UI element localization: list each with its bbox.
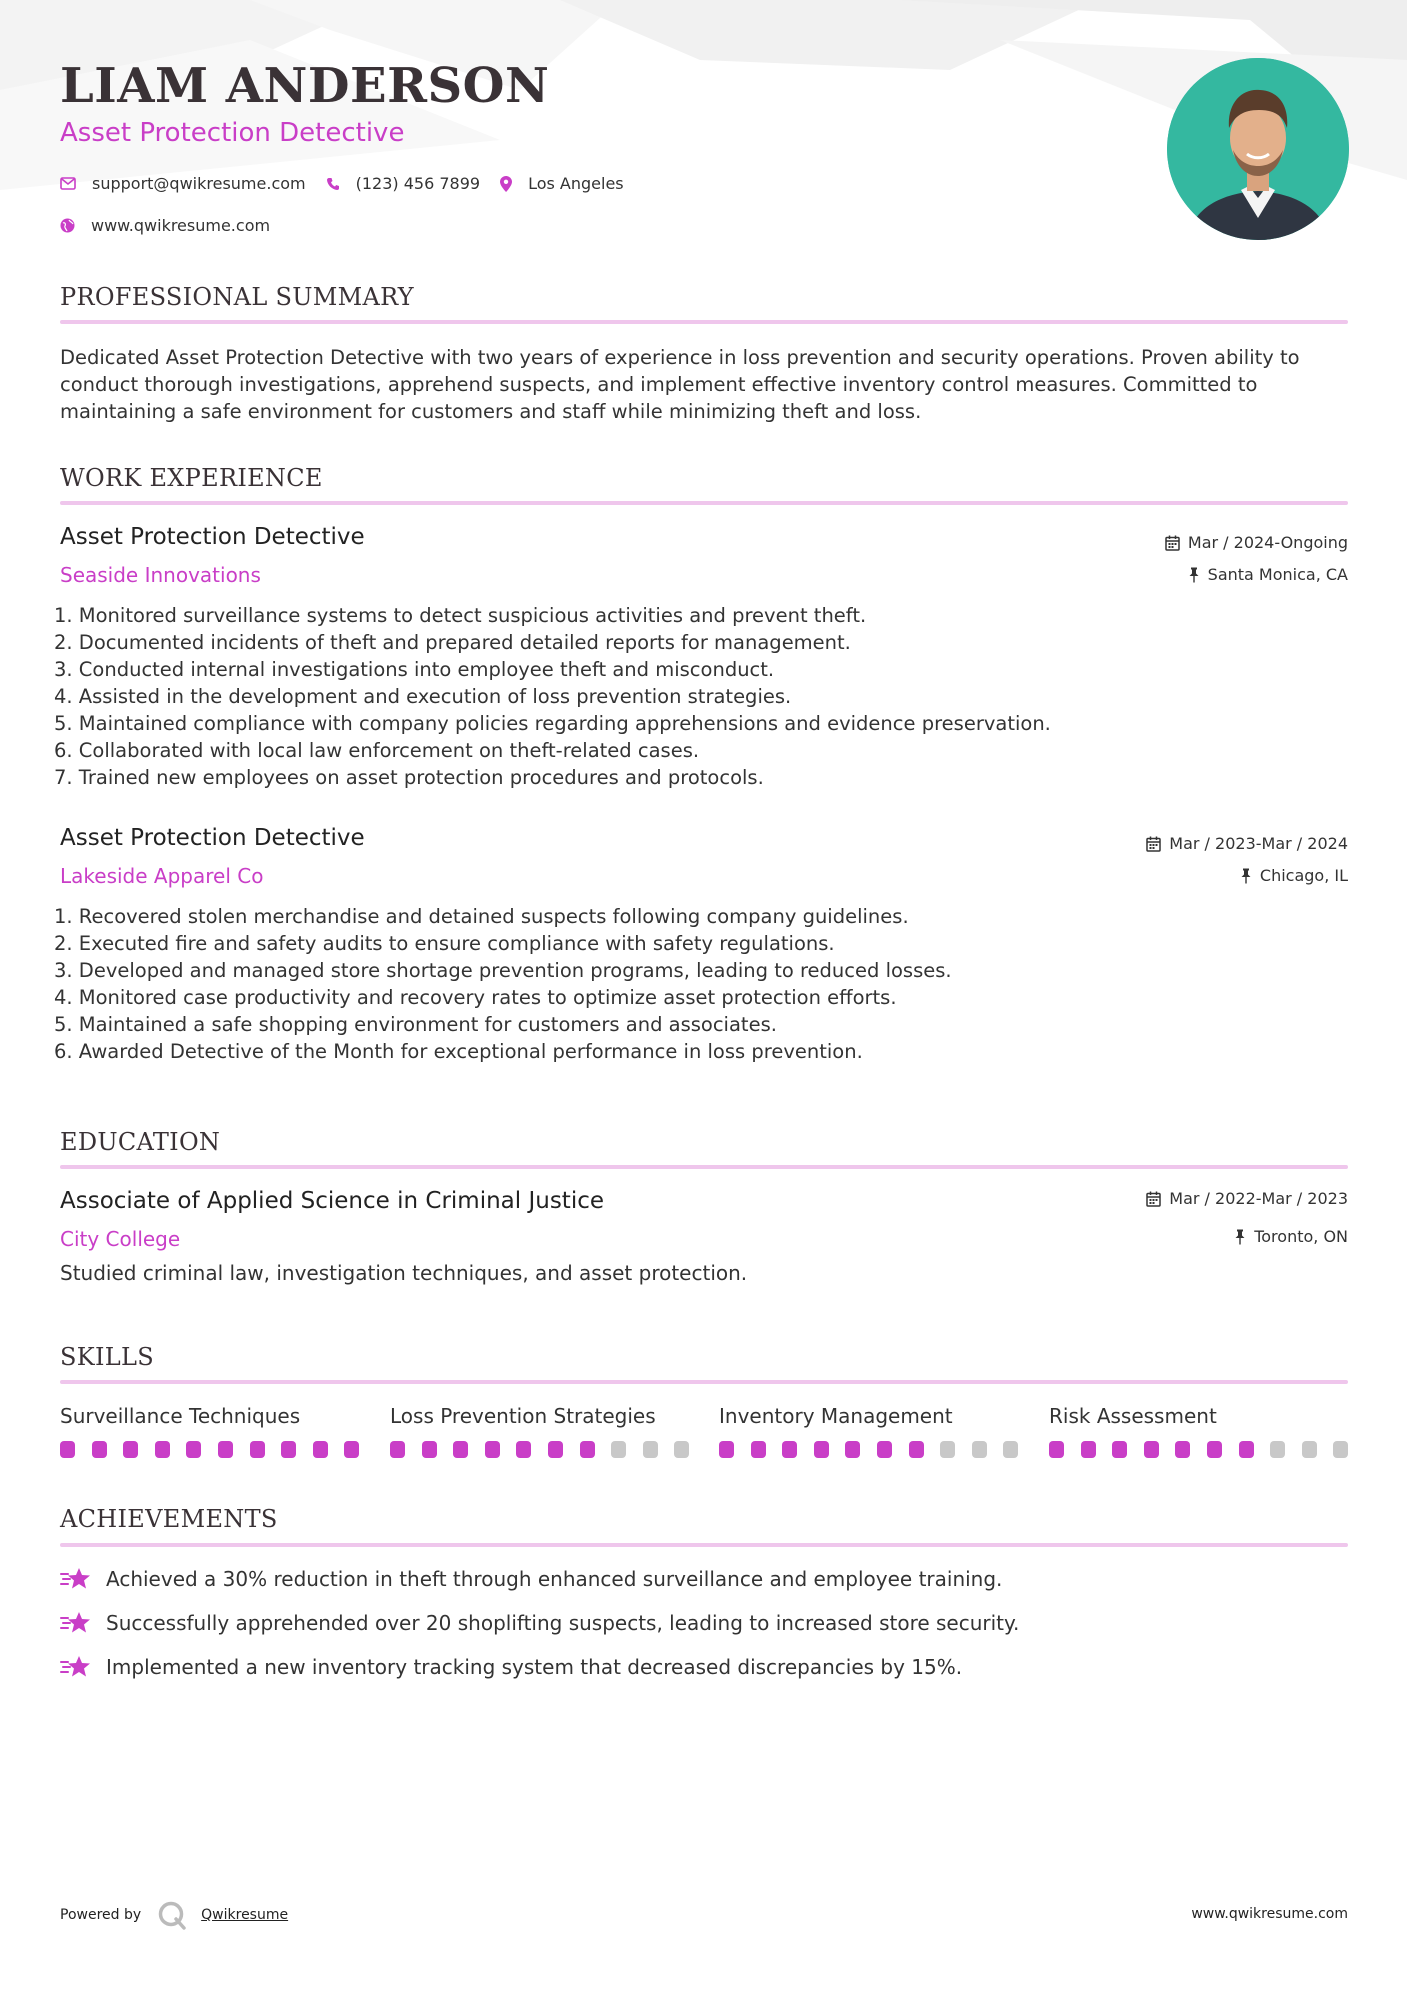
education-dates [1146, 1189, 1348, 1208]
skill-dot-empty [1333, 1441, 1348, 1458]
skill-dot-filled [390, 1441, 405, 1458]
skill-item [60, 1404, 360, 1428]
list-item: 4. Assisted in the development and execution of loss prevention strategies. [54, 685, 792, 708]
skill-name: Inventory Management [719, 1404, 953, 1428]
calendar-icon [1165, 535, 1180, 551]
footer-website[interactable]: www.qwikresume.com [1191, 1906, 1348, 1922]
school-name: City College [60, 1227, 181, 1251]
contact-row [60, 174, 644, 193]
section-divider [60, 1543, 1348, 1547]
powered-by-label: Powered by [60, 1907, 142, 1923]
phone-text: (123) 456 7899 [355, 174, 481, 193]
pushpin-icon [1188, 567, 1200, 583]
skill-item [719, 1404, 1019, 1428]
skill-rating [1049, 1441, 1365, 1458]
email-text: support@qwikresume.com [92, 174, 306, 193]
skill-dot-filled [814, 1441, 829, 1458]
phone-icon [326, 177, 340, 191]
job-dates [1146, 834, 1348, 853]
skill-dot-filled [719, 1441, 734, 1458]
skill-name: Loss Prevention Strategies [390, 1404, 656, 1428]
job-dates [1165, 533, 1348, 552]
date-range: Mar / 2022-Mar / 2023 [1169, 1189, 1348, 1208]
skill-dot-filled [123, 1441, 138, 1458]
achievement-text: Achieved a 30% reduction in theft through enhanced surveillance and employee training. [106, 1567, 1003, 1591]
skill-dot-empty [1270, 1441, 1285, 1458]
globe-icon [60, 218, 75, 233]
company-name: Seaside Innovations [60, 563, 261, 587]
skill-dot-filled [516, 1441, 531, 1458]
skill-dot-filled [250, 1441, 265, 1458]
job-location [1240, 866, 1348, 885]
achievement-text: Successfully apprehended over 20 shoplifting suspects, leading to increased store security. [106, 1611, 1020, 1635]
skill-dot-filled [155, 1441, 170, 1458]
skill-rating [719, 1441, 1035, 1458]
list-item: 6. Collaborated with local law enforcement on theft-related cases. [54, 739, 700, 762]
skill-dot-filled [281, 1441, 296, 1458]
list-item: 1. Recovered stolen merchandise and detained suspects following company guidelines. [54, 905, 909, 928]
skill-name: Surveillance Techniques [60, 1404, 301, 1428]
degree-title: Associate of Applied Science in Criminal Justice [60, 1188, 605, 1214]
skill-item [1049, 1404, 1349, 1428]
skill-dot-filled [1112, 1441, 1127, 1458]
achievement-item [60, 1653, 962, 1681]
avatar [1167, 58, 1349, 240]
list-item: 2. Executed fire and safety audits to ensure compliance with safety regulations. [54, 932, 835, 955]
skill-dot-empty [940, 1441, 955, 1458]
skill-dot-filled [580, 1441, 595, 1458]
skill-dot-filled [751, 1441, 766, 1458]
date-range: Mar / 2023-Mar / 2024 [1169, 834, 1348, 853]
location-pin-icon [500, 176, 512, 192]
contact-phone[interactable] [326, 174, 480, 193]
skill-dot-filled [877, 1441, 892, 1458]
skill-dot-filled [1144, 1441, 1159, 1458]
summary-heading: PROFESSIONAL SUMMARY [60, 283, 414, 311]
skill-dot-filled [92, 1441, 107, 1458]
job-title: Asset Protection Detective [60, 825, 365, 851]
list-item: 6. Awarded Detective of the Month for exceptional performance in loss prevention. [54, 1040, 863, 1063]
candidate-name: LIAM ANDERSON [60, 58, 550, 114]
contact-row-2 [60, 216, 290, 235]
candidate-title: Asset Protection Detective [60, 118, 405, 148]
shooting-star-icon [60, 1565, 92, 1593]
skill-rating [390, 1441, 706, 1458]
section-divider [60, 1380, 1348, 1384]
skill-dot-empty [674, 1441, 689, 1458]
achievement-item [60, 1609, 1019, 1637]
summary-text: Dedicated Asset Protection Detective with two years of experience in loss prevention and security operations. Proven ability to conduct thorough investigations, apprehend suspects, and implement effective inventory control measures. Committed to maintaining a safe environment for customers and staff while minimizing theft and loss. [60, 346, 1300, 423]
location: Toronto, ON [1254, 1227, 1348, 1246]
skill-dot-filled [1081, 1441, 1096, 1458]
brand-link[interactable]: Qwikresume [201, 1907, 289, 1923]
skill-dot-filled [548, 1441, 563, 1458]
shooting-star-icon [60, 1653, 92, 1681]
job-location [1188, 565, 1348, 584]
achievement-item [60, 1565, 1002, 1593]
skill-dot-filled [60, 1441, 75, 1458]
skill-dot-filled [909, 1441, 924, 1458]
skill-name: Risk Assessment [1049, 1404, 1217, 1428]
experience-heading: WORK EXPERIENCE [60, 464, 323, 492]
job-bullets [54, 903, 1254, 1065]
pushpin-icon [1240, 868, 1252, 884]
skill-dot-filled [186, 1441, 201, 1458]
skill-dot-filled [218, 1441, 233, 1458]
list-item: 1. Monitored surveillance systems to detect suspicious activities and prevent theft. [54, 604, 867, 627]
job-bullets [54, 602, 1254, 791]
skill-dot-filled [1175, 1441, 1190, 1458]
footer-powered-by [60, 1900, 288, 1930]
list-item: 3. Developed and managed store shortage prevention programs, leading to reduced losses. [54, 959, 952, 982]
achievement-text: Implemented a new inventory tracking system that decreased discrepancies by 15%. [106, 1655, 963, 1679]
skill-dot-filled [485, 1441, 500, 1458]
qwikresume-logo-icon [157, 1900, 187, 1930]
skill-item [390, 1404, 690, 1428]
skill-dot-filled [1207, 1441, 1222, 1458]
list-item: 5. Maintained a safe shopping environment for customers and associates. [54, 1013, 777, 1036]
section-divider [60, 320, 1348, 324]
section-divider [60, 501, 1348, 505]
skill-dot-filled [344, 1441, 359, 1458]
shooting-star-icon [60, 1609, 92, 1637]
location: Chicago, IL [1259, 866, 1348, 885]
list-item: 2. Documented incidents of theft and prepared detailed reports for management. [54, 631, 851, 654]
section-divider [60, 1165, 1348, 1169]
email-icon [60, 177, 76, 190]
skills-heading: SKILLS [60, 1343, 154, 1371]
pushpin-icon [1234, 1229, 1246, 1245]
skill-dot-filled [782, 1441, 797, 1458]
skill-dot-empty [972, 1441, 987, 1458]
job-title: Asset Protection Detective [60, 524, 365, 550]
education-heading: EDUCATION [60, 1128, 221, 1156]
contact-location [500, 174, 624, 193]
skill-dot-empty [643, 1441, 658, 1458]
skill-dot-filled [845, 1441, 860, 1458]
skill-dot-filled [453, 1441, 468, 1458]
education-location [1234, 1227, 1348, 1246]
list-item: 7. Trained new employees on asset protection procedures and protocols. [54, 766, 764, 789]
list-item: 4. Monitored case productivity and recovery rates to optimize asset protection efforts. [54, 986, 897, 1009]
skill-dot-empty [1003, 1441, 1018, 1458]
skill-dot-empty [1302, 1441, 1317, 1458]
skill-rating [60, 1441, 376, 1458]
skill-dot-filled [313, 1441, 328, 1458]
location: Santa Monica, CA [1207, 565, 1348, 584]
education-description: Studied criminal law, investigation techniques, and asset protection. [60, 1261, 748, 1285]
skill-dot-filled [1239, 1441, 1254, 1458]
skill-dot-empty [611, 1441, 626, 1458]
contact-website[interactable] [60, 216, 270, 235]
company-name: Lakeside Apparel Co [60, 864, 264, 888]
calendar-icon [1146, 1191, 1161, 1207]
location-text: Los Angeles [528, 174, 624, 193]
skill-dot-filled [422, 1441, 437, 1458]
profile-photo [1167, 58, 1349, 240]
achievements-heading: ACHIEVEMENTS [60, 1505, 278, 1533]
calendar-icon [1146, 836, 1161, 852]
skill-dot-filled [1049, 1441, 1064, 1458]
contact-email[interactable] [60, 174, 306, 193]
date-range: Mar / 2024-Ongoing [1187, 533, 1348, 552]
list-item: 5. Maintained compliance with company policies regarding apprehensions and evidence preservation. [54, 712, 1051, 735]
website-text: www.qwikresume.com [91, 216, 271, 235]
list-item: 3. Conducted internal investigations into employee theft and misconduct. [54, 658, 775, 681]
